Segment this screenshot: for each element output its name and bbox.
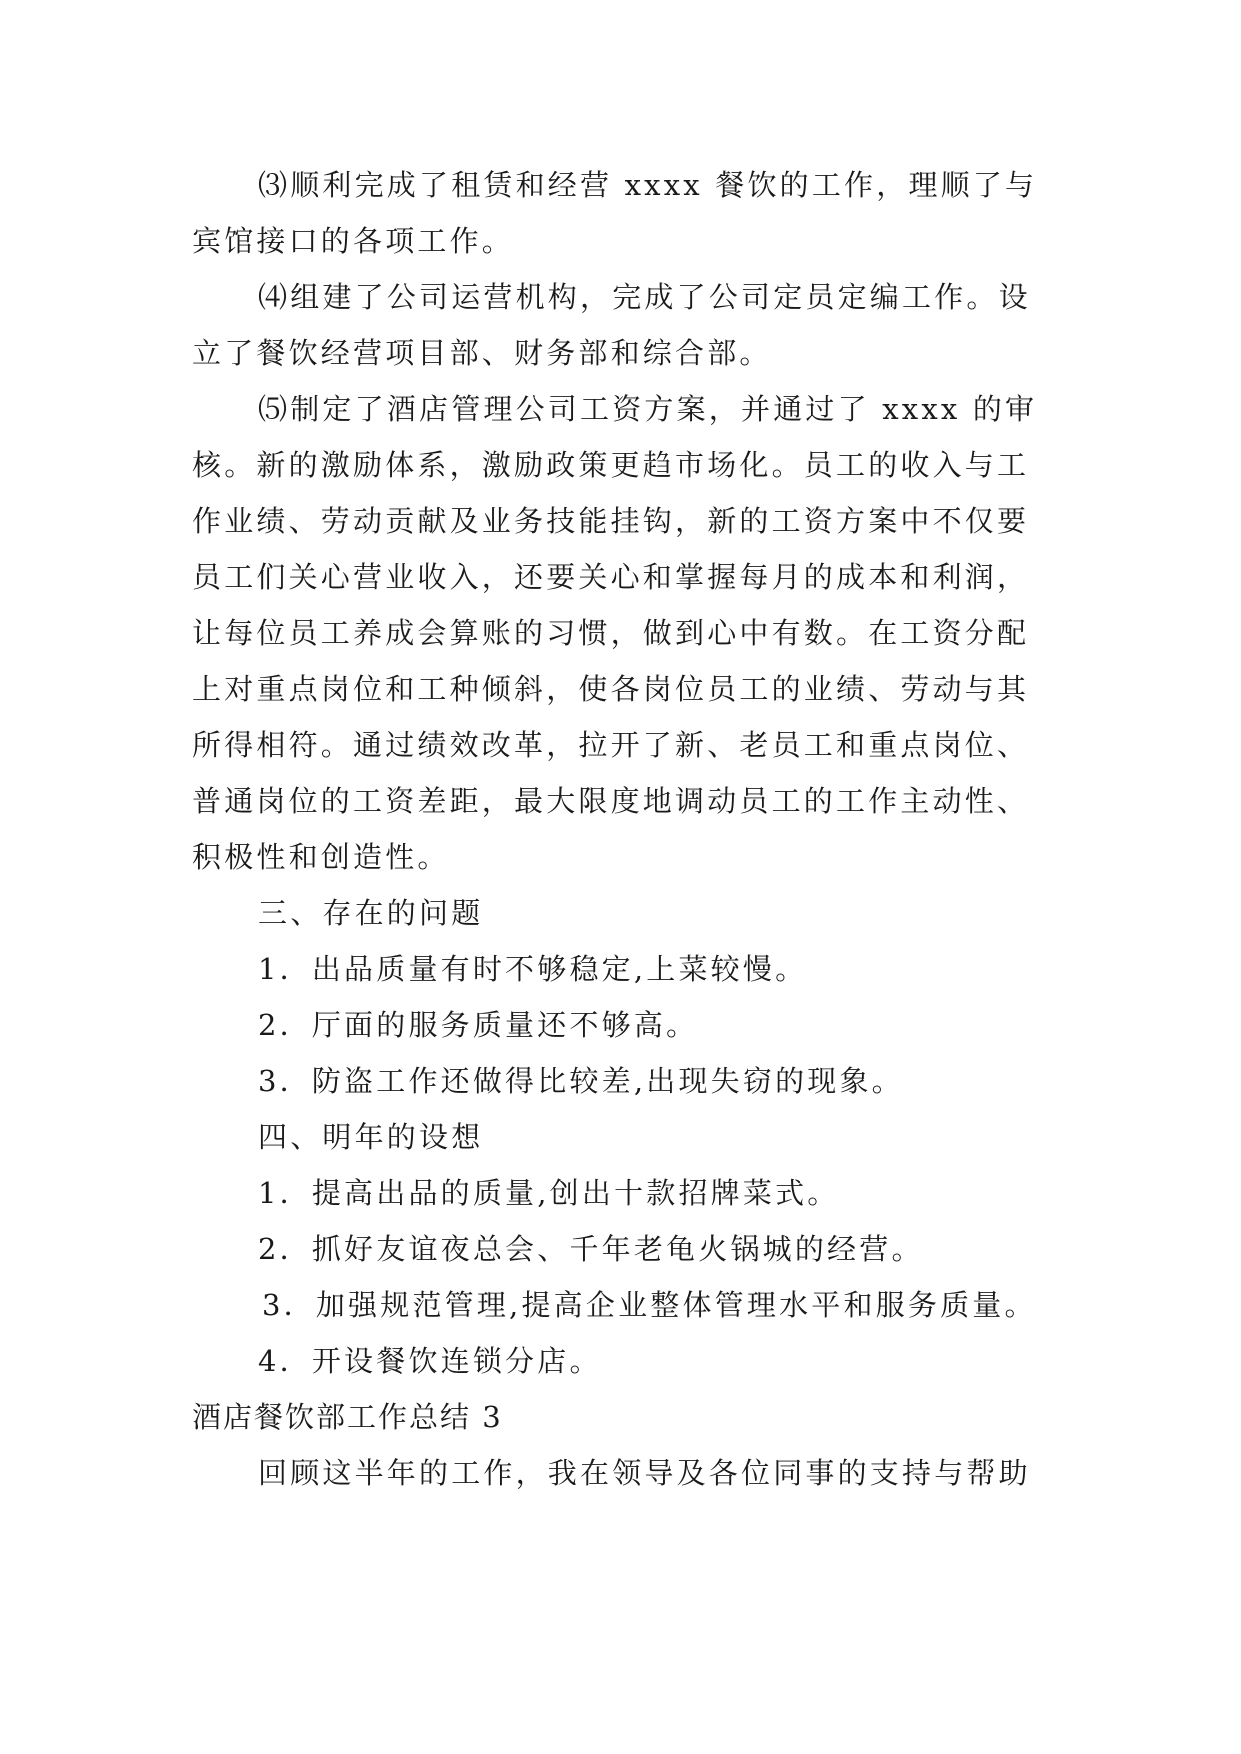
paragraph-5-line-1: ⑸制定了酒店管理公司工资方案，并通过了 xxxx 的审 (258, 392, 1038, 426)
article-title: 酒店餐饮部工作总结 3 (192, 1400, 503, 1434)
plan-item-4: 4．开设餐饮连锁分店。 (258, 1344, 602, 1378)
plan-item-2: 2．抓好友谊夜总会、千年老龟火锅城的经营。 (258, 1232, 924, 1266)
paragraph-5-line-4: 员工们关心营业收入，还要关心和掌握每月的成本和利润， (192, 560, 1030, 594)
paragraph-5-line-3: 作业绩、劳动贡献及业务技能挂钩，新的工资方案中不仅要 (192, 504, 1030, 538)
section-heading-next-year: 四、明年的设想 (258, 1120, 484, 1154)
plan-item-3: 3．加强规范管理,提高企业整体管理水平和服务质量。 (262, 1288, 1037, 1322)
paragraph-5-line-8: 普通岗位的工资差距，最大限度地调动员工的工作主动性、 (192, 784, 1030, 818)
paragraph-4-line-2: 立了餐饮经营项目部、财务部和综合部。 (192, 336, 772, 370)
paragraph-3-line-2: 宾馆接口的各项工作。 (192, 224, 515, 258)
paragraph-4-line-1: ⑷组建了公司运营机构，完成了公司定员定编工作。设 (258, 280, 1031, 314)
problem-item-1: 1．出品质量有时不够稳定,上菜较慢。 (258, 952, 808, 986)
section-heading-problems: 三、存在的问题 (258, 896, 484, 930)
paragraph-5-line-9: 积极性和创造性。 (192, 840, 450, 874)
problem-item-3: 3．防盗工作还做得比较差,出现失窃的现象。 (258, 1064, 904, 1098)
paragraph-3-line-1: ⑶顺利完成了租赁和经营 xxxx 餐饮的工作，理顺了与 (258, 168, 1038, 202)
problem-item-2: 2．厅面的服务质量还不够高。 (258, 1008, 699, 1042)
article-body-line-1: 回顾这半年的工作，我在领导及各位同事的支持与帮助 (258, 1456, 1031, 1490)
plan-item-1: 1．提高出品的质量,创出十款招牌菜式。 (258, 1176, 840, 1210)
paragraph-5-line-7: 所得相符。通过绩效改革，拉开了新、老员工和重点岗位、 (192, 728, 1030, 762)
paragraph-5-line-5: 让每位员工养成会算账的习惯，做到心中有数。在工资分配 (192, 616, 1030, 650)
paragraph-5-line-6: 上对重点岗位和工种倾斜，使各岗位员工的业绩、劳动与其 (192, 672, 1030, 706)
paragraph-5-line-2: 核。新的激励体系，激励政策更趋市场化。员工的收入与工 (192, 448, 1030, 482)
